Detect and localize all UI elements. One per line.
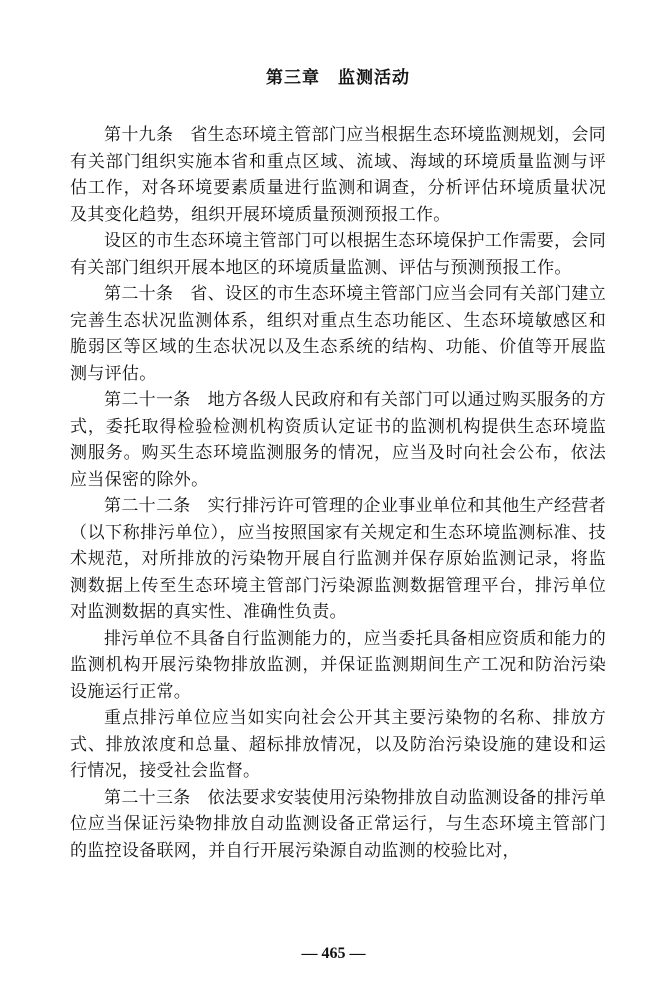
document-page xyxy=(70,66,606,864)
paragraph-article-23 xyxy=(70,785,606,865)
paragraph-text: 省、设区的市生态环境主管部门应当会同有关部门建立完善生态状况监测体系，组织对重点生态功能区、生态环境敏感区和脆弱区等区域的生态状况以及生态系统的结构、功能、价值等开展监测与评估。 xyxy=(70,284,607,384)
paragraph xyxy=(70,705,606,785)
paragraph-text: 省生态环境主管部门应当根据生态环境监测规划，会同有关部门组织实施本省和重点区域、流域、海域的环境质量监测与评估工作，对各环境要素质量进行监测和调查，分析评估环境质量状况及其变化趋势，组织开展环境质量预测预报工作。 xyxy=(70,125,607,225)
chapter-title: 第三章 监测活动 xyxy=(266,68,410,88)
article-number: 第十九条 xyxy=(104,125,174,145)
paragraph-text: 排污单位不具备自行监测能力的，应当委托具备相应资质和能力的监测机构开展污染物排放监测，并保证监测期间生产工况和防治污染设施运行正常。 xyxy=(70,628,606,702)
paragraph xyxy=(70,228,606,281)
paragraph-text: 重点排污单位应当如实向社会公开其主要污染物的名称、排放方式、排放浓度和总量、超标排放情况，以及防治污染设施的建设和运行情况，接受社会监督。 xyxy=(70,708,606,781)
paragraph-text: 设区的市生态环境主管部门可以根据生态环境保护工作需要，会同有关部门组织开展本地区的环境质量监测、评估与预测预报工作。 xyxy=(70,231,606,278)
article-number: 第二十三条 xyxy=(104,787,191,808)
paragraph-article-22 xyxy=(70,493,606,626)
article-number: 第二十二条 xyxy=(104,496,191,516)
paragraph-text: 地方各级人民政府和有关部门可以通过购买服务的方式，委托取得检验检测机构资质认定证书的监测机构提供生态环境监测服务。购买生态环境监测服务的情况，应当及时向社会公布，依法应当保密的除外。 xyxy=(70,390,606,490)
paragraph-article-20 xyxy=(70,281,606,387)
article-number: 第二十条 xyxy=(104,284,174,304)
paragraph-article-21 xyxy=(70,387,606,493)
article-number: 第二十一条 xyxy=(104,390,191,410)
paragraph-article-19 xyxy=(70,122,606,228)
paragraph-text: 依法要求安装使用污染物排放自动监测设备的排污单位应当保证污染物排放自动监测设备正常运行，与生态环境主管部门的监控设备联网，并自行开展污染源自动监测的校验比对， xyxy=(70,787,606,861)
paragraph xyxy=(70,626,606,706)
page-number: — 465 — xyxy=(301,945,366,962)
paragraph-text: 实行排污许可管理的企业事业单位和其他生产经营者（以下称排污单位），应当按照国家有关规定和生态环境监测标准、技术规范，对所排放的污染物开展自行监测并保存原始监测记录，将监测数据上传至生态环境主管部门污染源监测数据管理平台，排污单位对监测数据的真实性、准确性负责。 xyxy=(70,496,606,622)
